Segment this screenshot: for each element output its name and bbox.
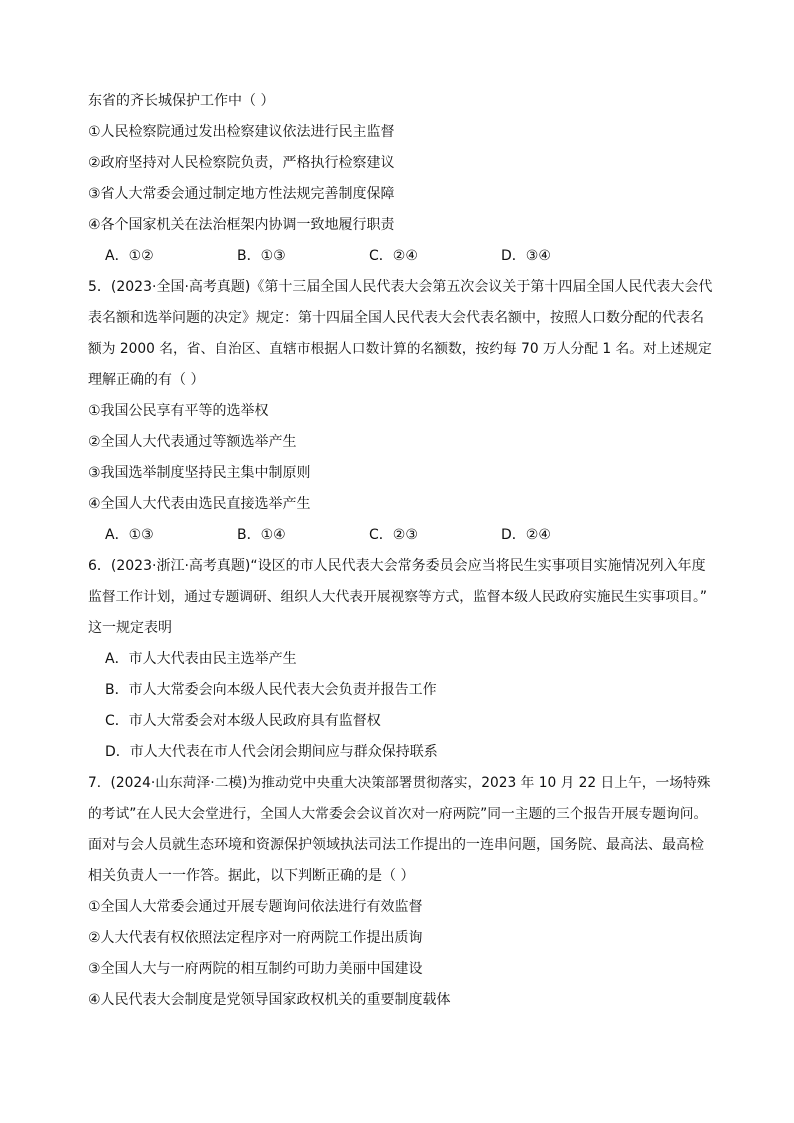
statement-4: ④全国人大代表由选民直接选举产生 xyxy=(88,496,311,512)
option-b: B．①④ xyxy=(237,527,286,543)
question-stem-line: 东省的齐长城保护工作中（ ） xyxy=(88,93,275,109)
question-stem-line: 面对与会人员就生态环境和资源保护领域执法司法工作提出的一连串问题，国务院、最高法、最高检 xyxy=(88,837,704,853)
option-d: D．②④ xyxy=(501,527,551,543)
question-7 xyxy=(88,768,712,1016)
option-d: D．③④ xyxy=(501,248,551,264)
option-a: A．①③ xyxy=(105,527,154,543)
option-b: B．①③ xyxy=(237,248,286,264)
statement-3: ③省人大常委会通过制定地方性法规完善制度保障 xyxy=(88,186,395,202)
statement-3: ③我国选举制度坚持民主集中制原则 xyxy=(88,465,311,481)
answer-options xyxy=(88,241,712,272)
statement-4: ④人民代表大会制度是党领导国家政权机关的重要制度载体 xyxy=(88,992,451,1008)
statement-1: ①我国公民享有平等的选举权 xyxy=(88,403,269,419)
question-stem-line: 的考试”在人民大会堂进行，全国人大常委会会议首次对一府两院”同一主题的三个报告开展专题询问。 xyxy=(88,806,708,822)
document-page xyxy=(88,86,712,1016)
statement-3: ③全国人大与一府两院的相互制约可助力美丽中国建设 xyxy=(88,961,423,977)
question-stem-line: 表名额和选举问题的决定》规定：第十四届全国人民代表大会代表名额中，按照人口数分配的代表名 xyxy=(88,310,704,326)
question-stem-line: 理解正确的有（ ） xyxy=(88,372,205,388)
question-stem-line: 额为 2000 名，省、自治区、直辖市根据人口数计算的名额数，按约每 70 万人分配 1 名。对上述规定 xyxy=(88,341,712,357)
statement-1: ①人民检察院通过发出检察建议依法进行民主监督 xyxy=(88,124,395,140)
question-stem-line: 这一规定表明 xyxy=(88,620,172,636)
choice-b: B．市人大常委会向本级人民代表大会负责并报告工作 xyxy=(105,682,437,698)
choice-a: A．市人大代表由民主选举产生 xyxy=(105,651,297,667)
statement-1: ①全国人大常委会通过开展专题询问依法进行有效监督 xyxy=(88,899,423,915)
statement-4: ④各个国家机关在法治框架内协调一致地履行职责 xyxy=(88,217,395,233)
option-a: A．①② xyxy=(105,248,154,264)
statement-2: ②全国人大代表通过等额选举产生 xyxy=(88,434,297,450)
question-5 xyxy=(88,272,712,551)
question-stem-line: 监督工作计划，通过专题调研、组织人大代表开展视察等方式，监督本级人民政府实施民生实事项目。” xyxy=(88,589,708,605)
option-c: C．②③ xyxy=(369,527,418,543)
answer-options xyxy=(88,520,712,551)
statement-2: ②人大代表有权依照法定程序对一府两院工作提出质询 xyxy=(88,930,423,946)
choice-c: C．市人大常委会对本级人民政府具有监督权 xyxy=(105,713,381,729)
question-stem-line: 相关负责人一一作答。据此，以下判断正确的是（ ） xyxy=(88,868,415,884)
question-4 xyxy=(88,86,712,272)
option-c: C．②④ xyxy=(369,248,418,264)
question-6 xyxy=(88,551,712,768)
statement-2: ②政府坚持对人民检察院负责，严格执行检察建议 xyxy=(88,155,395,171)
question-stem-line: 7．(2024·山东菏泽·二模)为推动党中央重大决策部署贯彻落实，2023 年 10 月 22 日上午，一场特殊 xyxy=(88,775,711,791)
choice-d: D．市人大代表在市人代会闭会期间应与群众保持联系 xyxy=(105,744,438,760)
question-stem-line: 6．(2023·浙江·高考真题)“设区的市人民代表大会常务委员会应当将民生实事项目实施情况列入年度 xyxy=(88,558,706,574)
question-stem-line: 5．(2023·全国·高考真题)《第十三届全国人民代表大会第五次会议关于第十四届全国人民代表大会代 xyxy=(88,279,713,295)
